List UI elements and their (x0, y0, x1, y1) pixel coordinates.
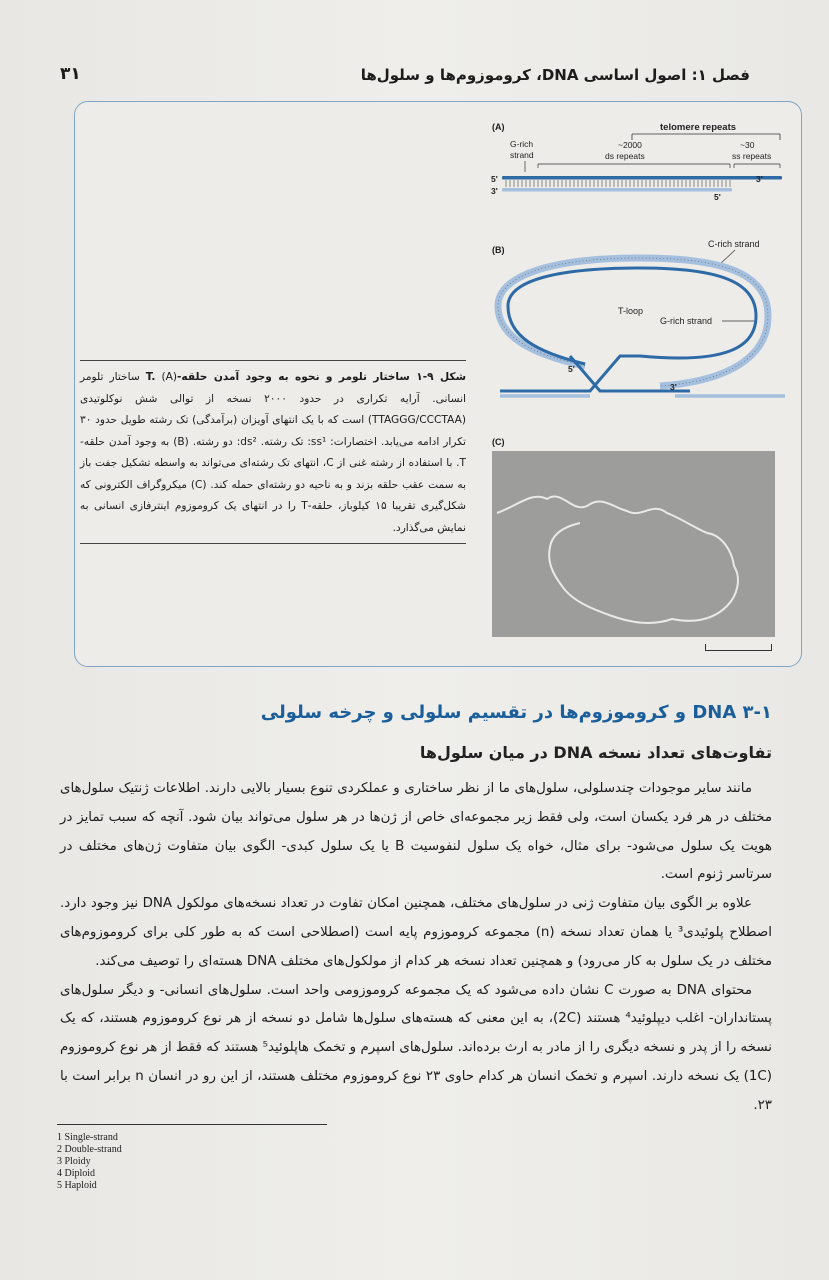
caption-title: شکل ۹-۱ ساختار تلومر و نحوه به وجود آمدن حلقه-T. (145, 371, 466, 383)
bottom-3prime: 3' (491, 186, 498, 196)
page-number: ۳۱ (60, 64, 81, 84)
paragraph-3: محتوای DNA به صورت C نشان داده می‌شود که یک مجموعه کروموزومی واحد است. سلول‌های انسانی- و دیگر سلول‌های پستانداران- اغلب دیپلوئید⁴ هستند (2C)، به این معنی که هسته‌های سلول‌ها شامل دو نسخه از هر نوع کروموزوم هستند، که یک نسخه را از پدر و نسخه دیگری را از مادر به ارث برده‌اند. سلول‌های اسپرم و تخمک هاپلوئید⁵ هستند که فقط از هر نوع کروموزوم (1C) یک نسخه دارند. اسپرم و تخمک انسان هر کدام حاوی ۲۳ نوع کروموزوم مختلف هستند، از این رو در انسان n برابر است با ۲۳. (60, 982, 772, 1113)
g-rich-strand-b-label: G-rich strand (660, 316, 713, 326)
ss-repeats-count: ~30 (740, 140, 755, 150)
footnote-3: 3 Ploidy (57, 1156, 91, 1167)
running-header (60, 64, 750, 88)
footnote-1: 1 Single-strand (57, 1132, 118, 1143)
telomere-repeats-label: telomere repeats (660, 122, 737, 133)
paragraph-1: مانند سایر موجودات چندسلولی، سلول‌های ما از نظر ساختاری و عملکردی تنوع بسیار بالایی دارند. اطلاعات ژنتیک سلول‌های مختلف در هر فرد یکسان است، ولی فقط زیر مجموعه‌ای خاص از ژن‌ها در هر سلول می‌تواند بیان شود. آنچه که سبب تمایز در هویت یک سلول می‌شود- برای مثال، خواه یک سلول لنفوسیت B یا یک سلول کبدی- الگوی بیان متفاوت ژن‌های مختلف در سرتاسر ژنوم است. (60, 781, 772, 883)
footnote-4: 4 Diploid (57, 1168, 96, 1179)
scale-bar (705, 644, 772, 651)
footnote-2: 2 Double-strand (57, 1144, 122, 1155)
bottom-5prime: 5' (714, 192, 721, 202)
paragraph-2: علاوه بر الگوی بیان متفاوت ژنی در سلول‌های مختلف، همچنین امکان تفاوت در تعداد نسخه‌های مولکول DNA نیز وجود دارد. اصطلاح پلوئیدی³ یا همان تعداد نسخه (n) مجموعه کروموزوم پایه است (اصطلاحی است که به طور کلی برای کروموزوم‌های مختلف در یک سلول به کار می‌رود) و همچنین تعداد نسخه هر کدام از مولکول‌های مختلف DNA هسته‌ای را توصیف می‌کند. (60, 896, 772, 969)
ds-repeats-count: ~2000 (618, 140, 642, 150)
footnotes (57, 1132, 122, 1192)
section-heading: ۳-۱ DNA و کروموزوم‌ها در تقسیم سلولی و چرخه سلولی (260, 702, 772, 723)
body-text (60, 775, 772, 1121)
panel-b-label: (B) (492, 245, 505, 255)
ss-repeats-label: ss repeats (732, 151, 772, 161)
ds-repeats-label: ds repeats (605, 151, 645, 161)
panel-a-label: (A) (492, 122, 505, 132)
t-loop-3prime: 3' (670, 382, 677, 392)
electron-micrograph (492, 451, 775, 637)
t-loop-label: T-loop (618, 306, 644, 316)
g-rich-strand-label-1: G-rich (510, 139, 534, 149)
g-rich-strand-label-2: strand (510, 150, 534, 160)
panel-a-diagram (490, 120, 790, 210)
t-loop-5prime: 5' (568, 364, 575, 374)
subsection-heading: تفاوت‌های تعداد نسخه DNA در میان سلول‌ها (419, 743, 772, 762)
footnote-rule (57, 1124, 327, 1125)
panel-b-diagram (490, 236, 790, 416)
panel-c-label: (C) (492, 437, 505, 447)
c-rich-strand-label: C-rich strand (708, 239, 760, 249)
caption-body: (A) ساختار تلومر انسانی. آرایه تکراری در حدود ۲۰۰۰ نسخه از توالی شش نوکلوتیدی (TTAGGG/CCCTAA) است که با یک انتهای آویزان (برآمدگی) تک رشته طویل حدود ۳۰ تکرار ادامه می‌یابد. اختصارات: ss¹: تک رشته. ds²: دو رشته. (B) به وجود آمدن حلقه-T. با استفاده از رشته غنی از C، انتهای تک رشته‌ای می‌تواند به واسطه تشکیل جفت باز به سمت عقب حلقه بزند و به ناحیه دو رشته‌ای حمله کند. (C) میکروگراف الکترونی که شکل‌گیری تقریبا ۱۵ کیلوباز، حلقه-T را در انتهای یک کروموزوم اینترفازی انسانی به نمایش می‌گذارد. (80, 371, 466, 534)
figure-caption (80, 360, 466, 544)
chapter-title: فصل ۱: اصول اساسی DNA، کروموزوم‌ها و سلول‌ها (360, 66, 750, 84)
top-3prime: 3' (756, 174, 763, 184)
top-5prime: 5' (491, 174, 498, 184)
footnote-5: 5 Haploid (57, 1180, 97, 1191)
